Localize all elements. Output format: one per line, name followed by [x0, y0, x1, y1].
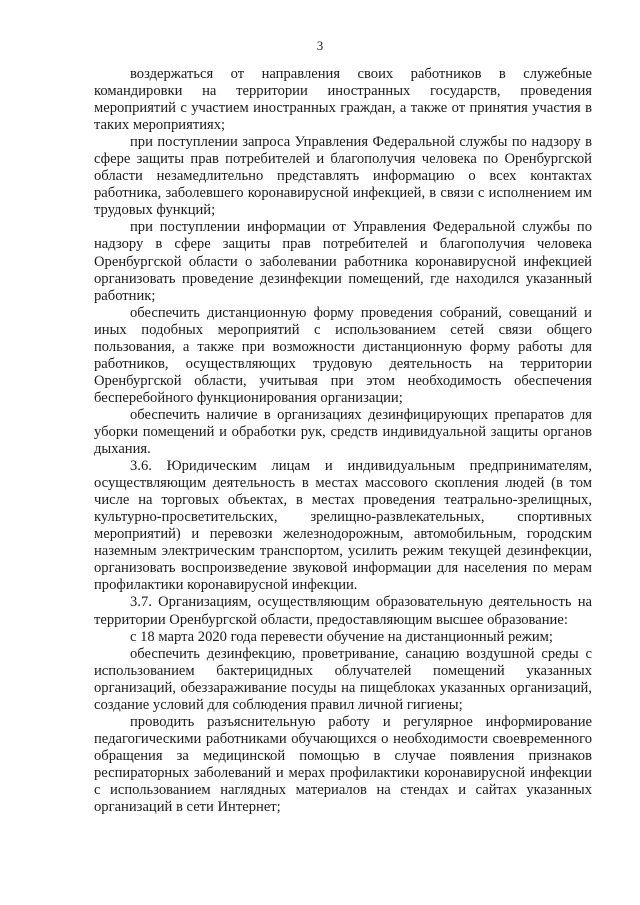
paragraph-air-sanitation: обеспечить дезинфекцию, проветривание, санацию воздушной среды с использованием бактерицидных облучателей помещений указанных организаций, обеззараживание посуды на пищеблоках указанных организаций, создание условий для соблюдения правил личной гигиены;: [94, 645, 592, 713]
paragraph-disinfectant-supplies: обеспечить наличие в организациях дезинфицирующих препаратов для уборки помещений и обработки рук, средств индивидуальной защиты органов дыхания.: [94, 406, 592, 458]
paragraph-travel-restriction: воздержаться от направления своих работников в служебные командировки на территории иностранных государств, проведения мероприятий с участием иностранных граждан, а также от принятия участия в таких мероприятиях;: [94, 66, 592, 134]
paragraph-contact-information: при поступлении запроса Управления Федеральной службы по надзору в сфере защиты прав потребителей и благополучия человека по Оренбургской области незамедлительно представлять информацию о всех контактах работника, заболевшего коронавирусной инфекцией, в связи с исполнением им трудовых функций;: [94, 134, 592, 219]
paragraph-remote-work: обеспечить дистанционную форму проведения собраний, совещаний и иных подобных мероприятий с использованием сетей связи общего пользования, а также при возможности дистанционную форму работы для работников, осуществляющих трудовую деятельность на территории Оренбургской области, учитывая при этом необходимость обеспечения бесперебойного функционирования организации;: [94, 304, 592, 406]
paragraph-awareness-work: проводить разъяснительную работу и регулярное информирование педагогическими работниками обучающихся о необходимости своевременного обращения за медицинской помощью в случае появления признаков респираторных заболеваний и мерах профилактики коронавирусной инфекции с использованием наглядных материалов на стендах и сайтах указанных организаций в сети Интернет;: [94, 713, 592, 816]
paragraph-distance-learning: с 18 марта 2020 года перевести обучение на дистанционный режим;: [130, 628, 553, 645]
paragraph-disinfection-workplace: при поступлении информации от Управления Федеральной службы по надзору в сфере защиты прав потребителей и благополучия человека Оренбургской области о заболевании работника коронавирусной инфекцией организовать проведение дезинфекции помещений, где находился указанный работник;: [94, 219, 592, 304]
paragraph-3-7-higher-education: 3.7. Организациям, осуществляющим образовательную деятельность на территории Оренбургской области, предоставляющим высшее образование:: [94, 594, 592, 628]
document-body: [94, 66, 592, 816]
paragraph-3-6-mass-gathering-places: 3.6. Юридическим лицам и индивидуальным предпринимателям, осуществляющим деятельность в местах массового скопления людей (в том числе на торговых объектах, в местах проведения театрально-зрелищных, культурно-просветительских, зрелищно-развлекательных, спортивных мероприятий) и перевозки железнодорожным, автомобильным, городским наземным электрическим транспортом, усилить режим текущей дезинфекции, организовать воспроизведение звуковой информации для населения по мерам профилактики коронавирусной инфекции.: [94, 458, 592, 594]
page-number: 3: [316, 38, 324, 53]
